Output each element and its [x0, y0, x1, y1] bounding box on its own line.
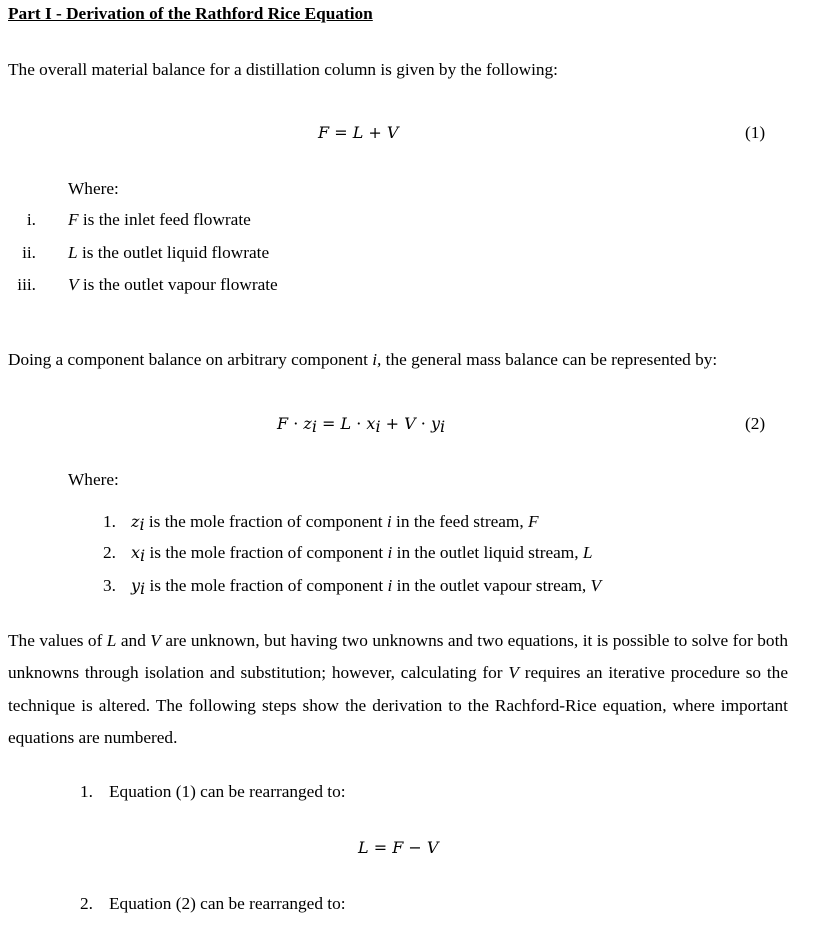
step-text: Equation (2) can be rearranged to:	[109, 894, 346, 913]
list-marker: i.	[26, 210, 36, 229]
list-marker: 1.	[103, 512, 116, 531]
var: V	[68, 275, 79, 294]
item-text: is the inlet feed flowrate	[78, 210, 251, 229]
item-text: is the outlet liquid flowrate	[77, 243, 270, 262]
equation-number: (2)	[745, 414, 766, 433]
list-marker: 2.	[103, 543, 116, 562]
var: L	[68, 243, 78, 262]
item-text: is the outlet vapour flowrate	[78, 275, 278, 294]
list-marker: 3.	[103, 576, 116, 595]
list-item: $x_i$ is the mole fraction of component i in the outlet liquid stream, L	[131, 543, 593, 565]
equation-2: $F \cdot z_i = L \cdot x_i + V \cdot y_i$	[277, 414, 446, 436]
list-marker: iii.	[17, 275, 36, 294]
list-item	[68, 210, 251, 230]
section-title: Part I - Derivation of the Rathford Rice Equation	[8, 4, 373, 23]
step-marker: 2.	[80, 894, 93, 913]
equation-3: L = F − V	[358, 838, 439, 857]
where-label: Where:	[68, 470, 119, 489]
step-marker: 1.	[80, 782, 93, 801]
list-item: $z_i$ is the mole fraction of component i in the feed stream, F	[131, 512, 539, 534]
component-balance-text: Doing a component balance on arbitrary component i, the general mass balance can be represented by:	[8, 350, 718, 369]
equation-1: F = L + V	[318, 123, 399, 142]
intro-text: The overall material balance for a distillation column is given by the following:	[8, 60, 558, 79]
where-label: Where:	[68, 179, 119, 198]
eq-var: V	[386, 123, 399, 142]
eq-var: F	[318, 123, 330, 142]
eq-var: L	[352, 123, 364, 142]
list-marker: ii.	[22, 243, 36, 262]
derivation-paragraph: The values of L and V are unknown, but having two unknowns and two equations, it is possible to solve for both unknowns through isolation and substitution; however, calculating for V requires an iterative procedure so the technique is altered. The following steps show the derivation to the Rachford-Rice equation, where important equations are numbered.	[8, 631, 789, 748]
list-item	[68, 275, 278, 295]
step-text: Equation (1) can be rearranged to:	[109, 782, 346, 801]
list-item: $y_i$ is the mole fraction of component i in the outlet vapour stream, V	[131, 576, 602, 598]
list-item	[68, 243, 269, 263]
var: F	[68, 210, 79, 229]
equation-number: (1)	[745, 123, 766, 142]
